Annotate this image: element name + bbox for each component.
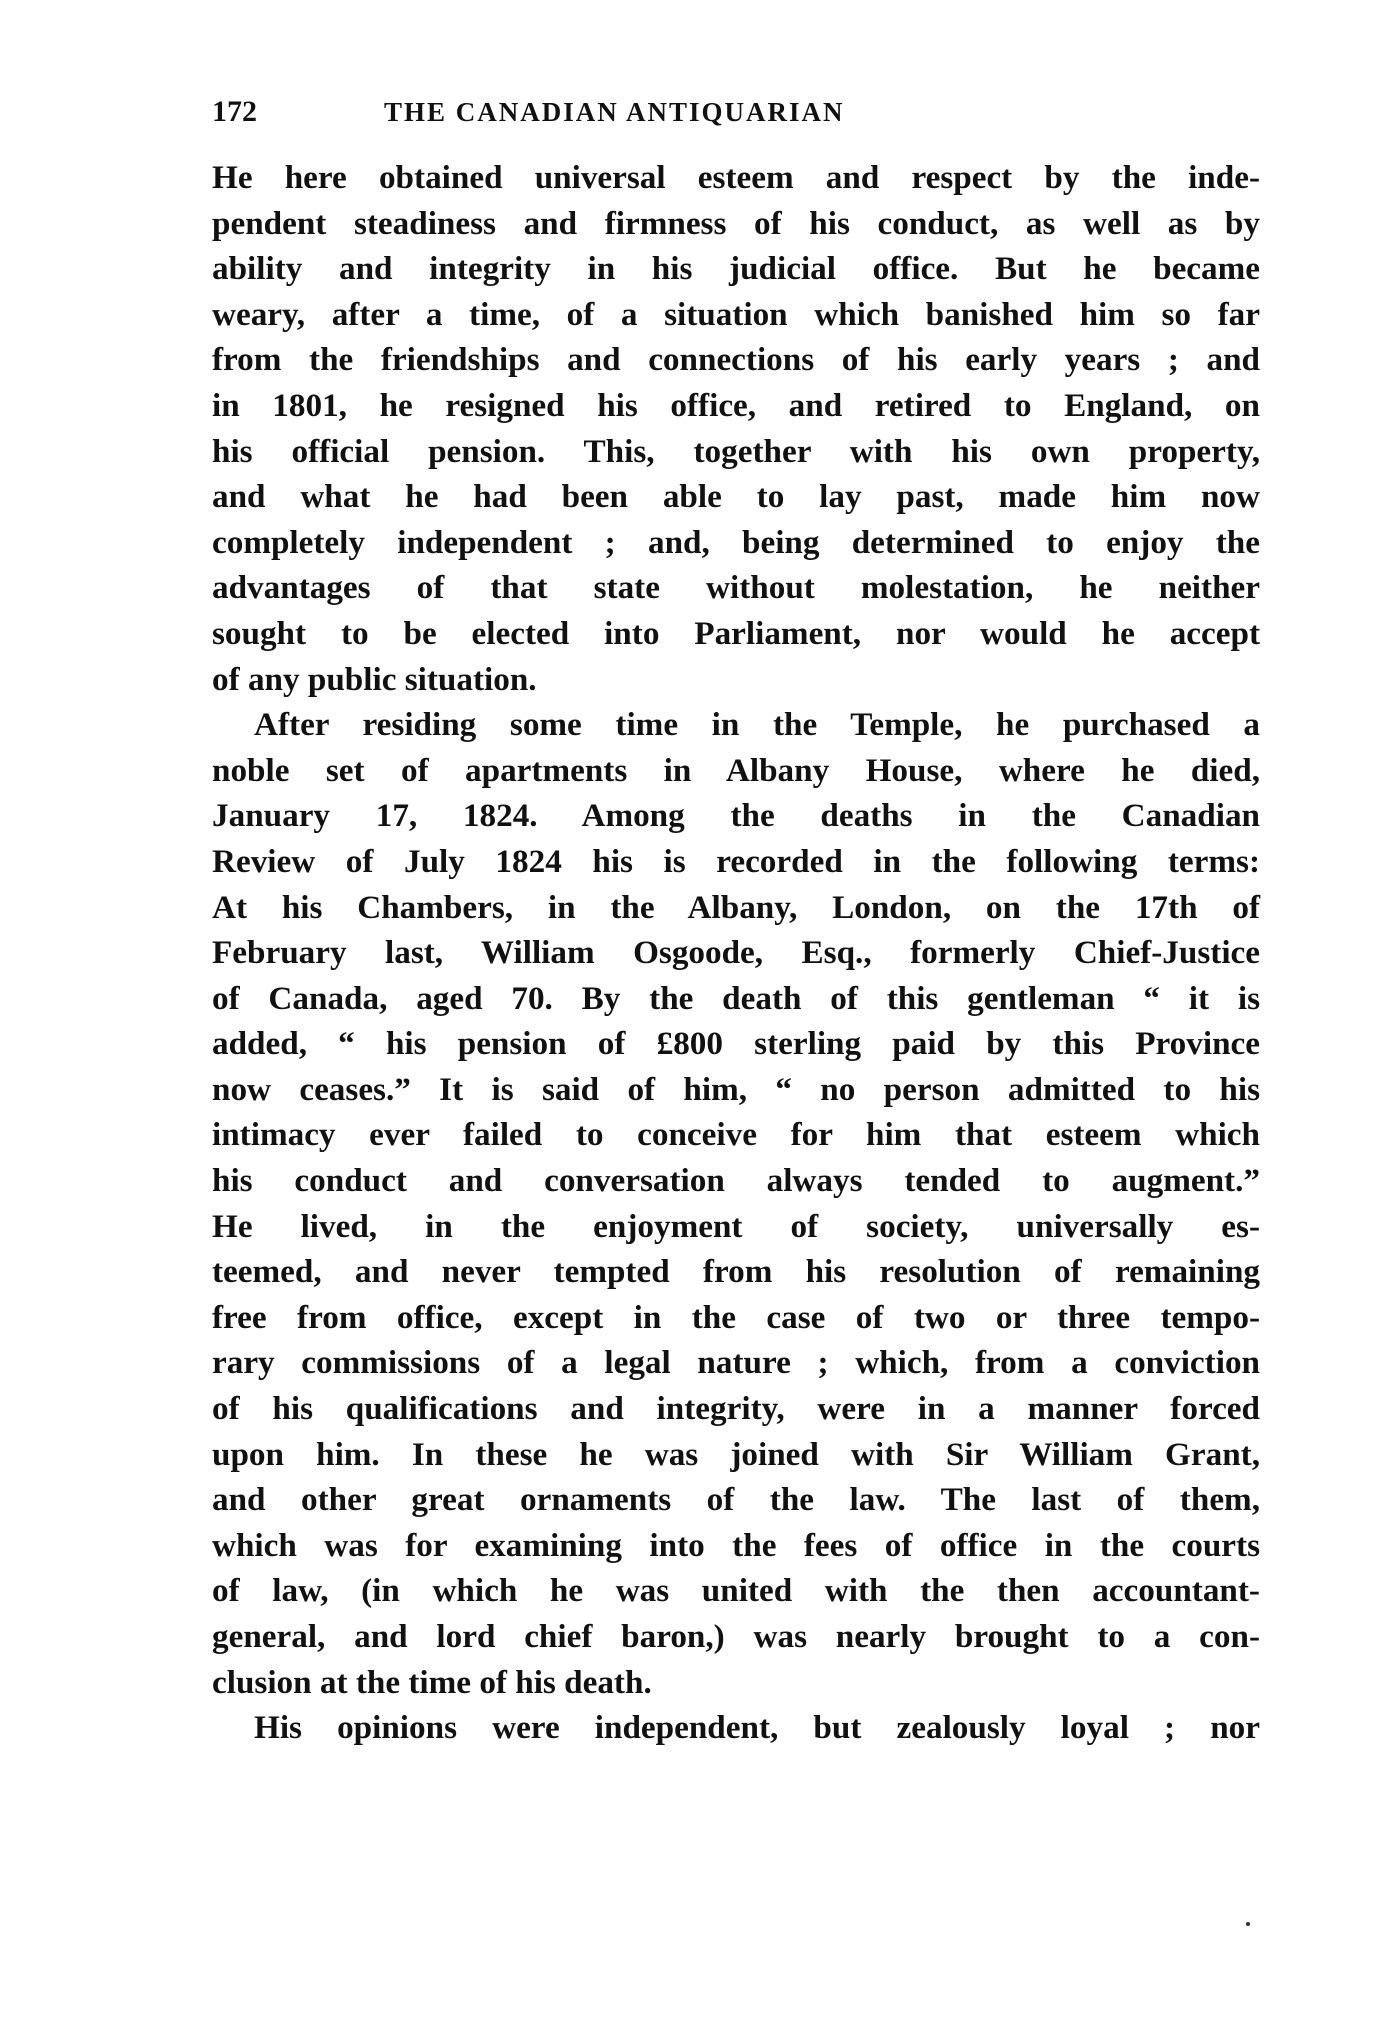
text-line: noble set of apartments in Albany House, where he died, <box>212 751 1260 789</box>
stray-mark <box>1246 1922 1250 1926</box>
text-line: his official pension. This, together with his own property, <box>212 432 1260 470</box>
text-line: ability and integrity in his judicial office. But he became <box>212 250 1260 288</box>
text-line: upon him. In these he was joined with Sir William Grant, <box>212 1435 1260 1473</box>
text-line: At his Chambers, in the Albany, London, on the 17th of <box>212 888 1260 926</box>
text-line: He here obtained universal esteem and respect by the inde- <box>212 159 1260 196</box>
paragraph-3 <box>212 1705 1260 1751</box>
text-line: of Canada, aged 70. By the death of this gentleman “ it is <box>212 979 1260 1017</box>
text-line: February last, William Osgoode, Esq., formerly Chief-Justice <box>212 934 1260 972</box>
text-line: his conduct and conversation always tended to augment.” <box>212 1162 1260 1200</box>
journal-title: THE CANADIAN ANTIQUARIAN <box>384 97 845 127</box>
text-line: from the friendships and connections of his early years ; and <box>212 341 1260 379</box>
text-line: which was for examining into the fees of office in the courts <box>212 1526 1260 1564</box>
body-text <box>212 155 1260 1751</box>
text-line: His opinions were independent, but zealously loyal ; nor <box>254 1709 1260 1747</box>
text-line: free from office, except in the case of two or three tempo- <box>212 1298 1260 1336</box>
text-line: After residing some time in the Temple, he purchased a <box>254 706 1260 744</box>
text-line: of any public situation. <box>212 660 537 698</box>
text-line: added, “ his pension of £800 sterling paid by this Province <box>212 1025 1260 1063</box>
text-line: clusion at the time of his death. <box>212 1663 652 1701</box>
text-line: of law, (in which he was united with the then accountant- <box>212 1572 1260 1610</box>
text-line: weary, after a time, of a situation which banished him so far <box>212 295 1260 333</box>
text-line: general, and lord chief baron,) was nearly brought to a con- <box>212 1618 1260 1655</box>
document-page <box>212 95 1260 1751</box>
text-line: now ceases.” It is said of him, “ no person admitted to his <box>212 1070 1260 1108</box>
text-line: pendent steadiness and firmness of his conduct, as well as by <box>212 204 1260 242</box>
text-line: teemed, and never tempted from his resolution of remaining <box>212 1253 1260 1291</box>
text-line: intimacy ever failed to conceive for him that esteem which <box>212 1116 1260 1154</box>
text-line: advantages of that state without molestation, he neither <box>212 569 1260 607</box>
running-head <box>212 95 1260 155</box>
text-line: and other great ornaments of the law. The last of them, <box>212 1481 1260 1519</box>
text-line: sought to be elected into Parliament, nor would he accept <box>212 614 1260 652</box>
text-line: completely independent ; and, being determined to enjoy the <box>212 523 1260 561</box>
text-line: rary commissions of a legal nature ; which, from a conviction <box>212 1344 1260 1382</box>
paragraph-1 <box>212 155 1260 702</box>
text-line: He lived, in the enjoyment of society, universally es- <box>212 1207 1260 1245</box>
page-number: 172 <box>212 95 257 128</box>
text-line: in 1801, he resigned his office, and retired to England, on <box>212 386 1260 424</box>
text-line: of his qualifications and integrity, were in a manner forced <box>212 1390 1260 1428</box>
text-line: January 17, 1824. Among the deaths in the Canadian <box>212 797 1260 835</box>
text-line: and what he had been able to lay past, made him now <box>212 478 1260 516</box>
text-line: Review of July 1824 his is recorded in the following terms: <box>212 842 1260 880</box>
paragraph-2 <box>212 702 1260 1705</box>
